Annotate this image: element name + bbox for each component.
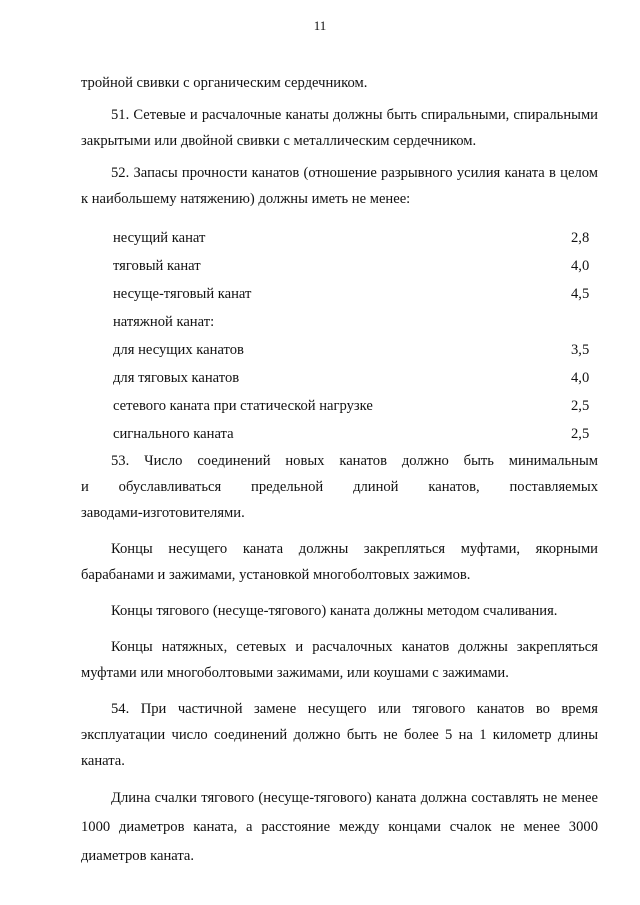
row-value: 4,0 — [571, 370, 590, 386]
row-label: тяговый канат — [113, 258, 201, 274]
row-label: для несущих канатов — [113, 342, 244, 358]
table-row — [113, 336, 601, 364]
row-value: 3,5 — [571, 342, 590, 358]
word: обуславливаться — [118, 479, 222, 495]
row-value — [571, 308, 601, 336]
paragraph-51: 51. Сетевые и расчалочные канаты должны быть спиральными, спиральными закрытыми или двойной свивки с металлическим сердечником. — [81, 107, 598, 149]
row-label: несуще-тяговый канат — [113, 286, 252, 302]
row-value: 4,0 — [571, 258, 590, 274]
word: канатов, — [428, 479, 480, 495]
word: длиной — [353, 479, 399, 495]
word: и — [81, 479, 89, 495]
page-number: 11 — [313, 18, 327, 33]
row-value: 2,5 — [571, 398, 590, 414]
row-value: 2,5 — [571, 426, 590, 442]
row-label: несущий канат — [113, 230, 206, 246]
paragraph-53-line2 — [81, 474, 598, 500]
table-row — [113, 224, 601, 252]
paragraph-53-line1-text: 53. Число соединений новых канатов должно быть минимальным — [111, 453, 598, 469]
safety-factor-table — [113, 224, 601, 448]
paragraph-splice-length: Длина счалки тягового (несуще-тягового) каната должна составлять не менее 1000 диаметров каната, а расстояние между концами счалок не менее 3000 диаметров каната. — [81, 790, 598, 864]
row-label: для тяговых канатов — [113, 370, 240, 386]
row-label: сетевого каната при статической нагрузке — [113, 398, 373, 414]
table-row — [113, 392, 601, 420]
row-label: натяжной канат: — [113, 314, 215, 330]
table-row — [113, 280, 601, 308]
table-row — [113, 420, 601, 448]
paragraph-53 — [81, 448, 598, 526]
word: поставляемых — [509, 479, 598, 495]
row-value: 2,8 — [571, 230, 590, 246]
paragraph-ends-carrying-rope: Концы несущего каната должны закрепляться муфтами, якорными барабанами и зажимами, установкой многоболтовых зажимов. — [81, 541, 598, 583]
page-content — [81, 70, 598, 871]
table-row — [113, 308, 601, 336]
word: предельной — [251, 479, 324, 495]
paragraph-53-line1 — [81, 448, 598, 474]
row-value: 4,5 — [571, 286, 590, 302]
table-row — [113, 364, 601, 392]
paragraph-53-line3: заводами-изготовителями. — [81, 505, 245, 521]
paragraph-52: 52. Запасы прочности канатов (отношение разрывного усилия каната в целом к наибольшему натяжению) должны иметь не менее: — [81, 165, 598, 207]
paragraph-ends-traction-rope: Концы тягового (несуще-тягового) каната должны методом счаливания. — [111, 603, 558, 619]
row-label: сигнального каната — [113, 426, 234, 442]
table-row — [113, 252, 601, 280]
paragraph-ends-tension-ropes: Концы натяжных, сетевых и расчалочных канатов должны закрепляться муфтами или многоболтовыми зажимами, или коушами с зажимами. — [81, 639, 598, 681]
paragraph-54: 54. При частичной замене несущего или тягового канатов во время эксплуатации число соединений должно быть не более 5 на 1 километр длины каната. — [81, 701, 598, 769]
paragraph-continued: тройной свивки с органическим сердечником. — [81, 75, 368, 91]
